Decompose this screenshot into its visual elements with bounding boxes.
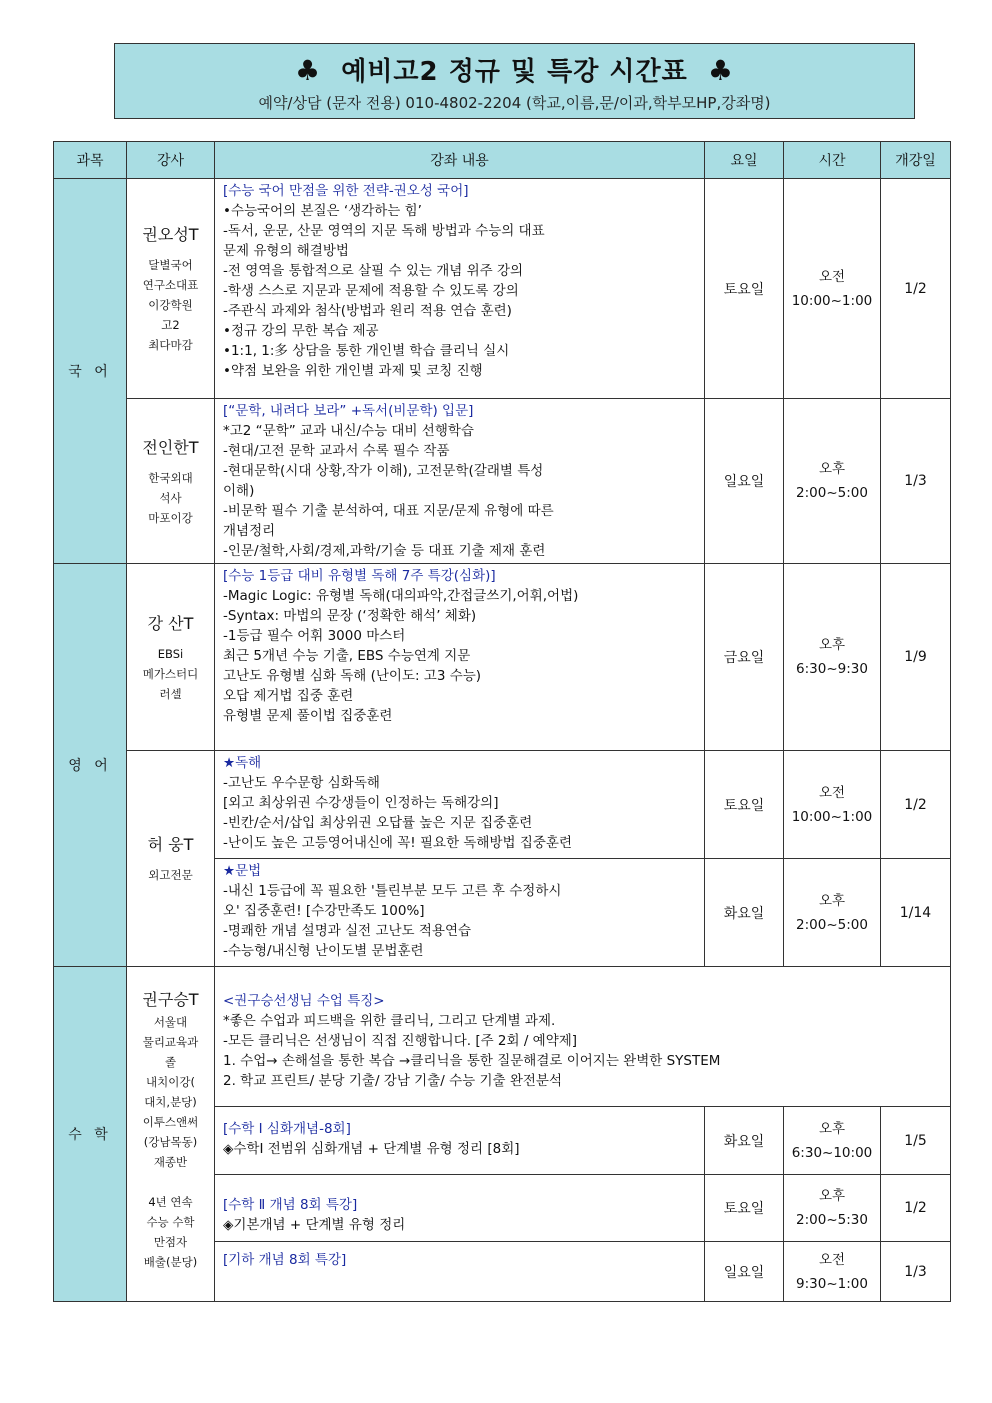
teacher-info-line: 4년 연속 (148, 1195, 193, 1209)
time-range: 10:00~1:00 (791, 292, 873, 309)
course-day: 토요일 (705, 179, 784, 399)
course-line: 2. 학교 프린트/ 분당 기출/ 강남 기출/ 수능 기출 완전분석 (223, 1073, 563, 1089)
time-range: 2:00~5:00 (796, 916, 868, 933)
teacher-cell (127, 751, 215, 967)
course-line: -독서, 운문, 산문 영역의 지문 독해 방법과 수능의 대표 (223, 223, 545, 239)
course-day: 금요일 (705, 564, 784, 751)
course-time (784, 1107, 881, 1175)
course-content (215, 751, 705, 859)
course-start: 1/9 (881, 564, 951, 751)
col-day: 요일 (705, 142, 784, 179)
table-row (54, 399, 951, 564)
course-line: 이해) (223, 483, 255, 499)
teacher-info-line (127, 1172, 214, 1192)
course-content (215, 1242, 705, 1302)
club-icon: ♣ (707, 54, 734, 87)
course-line: -고난도 우수문항 심화독해 (223, 775, 380, 791)
course-time (784, 564, 881, 751)
teacher-name: 권구승T (142, 990, 199, 1009)
course-line: -학생 스스로 지문과 문제에 적용할 수 있도록 강의 (223, 283, 519, 299)
teacher-info (127, 1012, 214, 1272)
teacher-info-line: 졸 (164, 1055, 177, 1069)
teacher-info-line: 만점자 (153, 1235, 188, 1249)
time-range: 10:00~1:00 (791, 808, 873, 825)
time-period: 오후 (818, 892, 846, 909)
time-period: 오후 (818, 1120, 846, 1137)
course-line: -내신 1등급에 꼭 필요한 '틀린부분 모두 고른 후 수정하시 (223, 883, 562, 899)
table-row (54, 179, 951, 399)
course-time (784, 751, 881, 859)
course-line: 오답 제거법 집중 훈련 (223, 688, 354, 704)
teacher-name: 강 산T (147, 613, 194, 633)
course-line: •정규 강의 무한 복습 제공 (223, 323, 379, 339)
course-time (784, 179, 881, 399)
teacher-info-line: 대치,분당) (144, 1095, 197, 1109)
course-start: 1/14 (881, 859, 951, 967)
time-range: 2:00~5:00 (796, 485, 868, 501)
course-line: •수능국어의 본질은 ‘생각하는 힘’ (223, 203, 422, 219)
course-line: •약점 보완을 위한 개인별 과제 및 코칭 진행 (223, 363, 483, 379)
course-line: -1등급 필수 어휘 3000 마스터 (223, 628, 406, 644)
course-title: [기하 개념 8회 특강] (223, 1252, 347, 1268)
course-title: [수능 국어 만점을 위한 전략-권오성 국어] (223, 183, 469, 199)
col-content: 강좌 내용 (215, 142, 705, 179)
course-line: 오' 집중훈련! [수강만족도 100%] (223, 903, 425, 919)
teacher-info-line: 최다마감 (148, 338, 193, 352)
teacher-info (127, 644, 214, 704)
course-day: 토요일 (705, 1175, 784, 1242)
time-range: 6:30~9:30 (796, 661, 868, 677)
course-content (215, 564, 705, 751)
time-period: 오후 (818, 1188, 846, 1204)
course-day: 토요일 (705, 751, 784, 859)
table-row (54, 564, 951, 751)
teacher-cell (127, 179, 215, 399)
course-start: 1/2 (881, 751, 951, 859)
teacher-info (127, 255, 214, 355)
teacher-name: 허 웅T (147, 835, 194, 854)
course-content (215, 1175, 705, 1242)
club-icon: ♣ (295, 54, 322, 87)
teacher-info-line: 서울대 (153, 1015, 188, 1029)
time-period: 오전 (818, 1251, 846, 1268)
course-line: -난이도 높은 고등영어내신에 꼭! 필요한 독해방법 집중훈련 (223, 835, 573, 851)
course-line: -Magic Logic: 유형별 독해(대의파악,간접글쓰기,어휘,어법) (223, 588, 579, 604)
course-line: 1. 수업→ 손해설을 통한 복습 →클리닉을 통한 질문해결로 이어지는 완벽한 SYSTEM (223, 1053, 721, 1069)
time-range: 6:30~10:00 (791, 1144, 873, 1161)
contact-info: 예약/상담 (문자 전용) 010-4802-2204 (학교,이름,문/이과,학부모HP,강좌명) (258, 94, 771, 112)
course-line: -현대문학(시대 상황,작가 이해), 고전문학(갈래별 특성 (223, 463, 544, 479)
course-day: 화요일 (705, 1107, 784, 1175)
course-time (784, 1175, 881, 1242)
course-line: [외고 최상위권 수강생들이 인정하는 독해강의] (223, 795, 499, 811)
course-start: 1/3 (881, 1242, 951, 1302)
course-line: -수능형/내신형 난이도별 문법훈련 (223, 943, 424, 959)
course-start: 1/2 (881, 179, 951, 399)
title-text: 예비고2 정규 및 특강 시간표 (341, 57, 688, 87)
time-period: 오후 (818, 461, 846, 477)
course-line: •1:1, 1:多 상담을 통한 개인별 학습 클리닉 실시 (223, 343, 510, 359)
page-title (115, 51, 914, 88)
course-time (784, 859, 881, 967)
course-content (215, 1107, 705, 1175)
teacher-cell (127, 967, 215, 1302)
teacher-info-line: 외고전문 (148, 868, 193, 882)
course-line: 개념정리 (223, 523, 276, 539)
teacher-info-line: 한국외대 (148, 470, 193, 485)
teacher-info-line: 이강학원 (148, 298, 193, 312)
course-title: <권구승선생님 수업 특징> (223, 993, 385, 1009)
col-time: 시간 (784, 142, 881, 179)
course-line: 유형별 문제 풀이법 집중훈련 (223, 708, 393, 724)
course-line: -모든 클리닉은 선생님이 직접 진행합니다. [주 2회 / 예약제] (223, 1033, 578, 1049)
teacher-info-line: 배출(분당) (143, 1255, 198, 1269)
course-line: -전 영역을 통합적으로 살필 수 있는 개념 위주 강의 (223, 263, 524, 279)
col-start: 개강일 (881, 142, 951, 179)
course-line: -현대/고전 문학 교과서 수록 필수 작품 (223, 443, 450, 459)
course-line: *고2 “문학” 교과 내신/수능 대비 선행학습 (223, 423, 474, 439)
course-line: -주관식 과제와 첨삭(방법과 원리 적용 연습 훈련) (223, 303, 512, 319)
course-line: 문제 유형의 해결방법 (223, 243, 349, 259)
time-period: 오전 (818, 268, 846, 285)
course-title: ★독해 (223, 755, 262, 771)
table-row (54, 967, 951, 1107)
teacher-name: 전인한T (142, 437, 199, 457)
course-time (784, 399, 881, 564)
subject-english: 영 어 (54, 564, 127, 967)
teacher-info-line: 내치이강( (146, 1075, 195, 1089)
table-row (54, 751, 951, 859)
teacher-info-line: 달별국어 (148, 258, 193, 272)
teacher-cell (127, 564, 215, 751)
teacher-info-line: 석사 (159, 490, 182, 505)
course-title: ★문법 (223, 863, 262, 879)
teacher-info-line: EBSi (157, 646, 184, 661)
course-start: 1/2 (881, 1175, 951, 1242)
time-period: 오전 (818, 784, 846, 801)
teacher-info-line: 고2 (161, 318, 180, 332)
schedule-table (53, 141, 951, 1302)
subject-math: 수 학 (54, 967, 127, 1302)
teacher-info-line: (강남목동) (143, 1135, 198, 1149)
course-line: -Syntax: 마법의 문장 (‘정확한 해석’ 체화) (223, 608, 477, 624)
course-start: 1/5 (881, 1107, 951, 1175)
title-box (114, 43, 915, 119)
course-line: -빈칸/순서/삽입 최상위권 오답률 높은 지문 집중훈련 (223, 815, 533, 831)
course-title: [수학 Ⅱ 개념 8회 특강] (223, 1197, 358, 1213)
col-teacher: 강사 (127, 142, 215, 179)
teacher-info-line: 연구소대표 (142, 278, 199, 292)
teacher-cell (127, 399, 215, 564)
course-day: 화요일 (705, 859, 784, 967)
teacher-info-line: 수능 수학 (146, 1215, 195, 1229)
teacher-info-line: 이투스앤써 (142, 1115, 199, 1129)
course-line: ◈수학Ⅰ 전범위 심화개념 + 단계별 유형 정리 [8회] (223, 1141, 520, 1157)
time-range: 9:30~1:00 (796, 1275, 868, 1292)
subject-korean: 국 어 (54, 179, 127, 564)
teacher-info-line: 재종반 (153, 1155, 188, 1169)
course-line: *좋은 수업과 피드백을 위한 클리닉, 그리고 단계별 과제. (223, 1013, 556, 1029)
course-content (215, 399, 705, 564)
time-period: 오후 (818, 637, 846, 653)
course-line: 고난도 유형별 심화 독해 (난이도: 고3 수능) (223, 668, 482, 684)
course-content (215, 859, 705, 967)
teacher-name: 권오성T (142, 225, 199, 244)
course-line: -명쾌한 개념 설명과 실전 고난도 적용연습 (223, 923, 472, 939)
course-start: 1/3 (881, 399, 951, 564)
course-line: ◈기본개념 + 단계별 유형 정리 (223, 1217, 406, 1233)
teacher-info-line: 물리교육과 (142, 1035, 199, 1049)
course-line: 최근 5개년 수능 기출, EBS 수능연계 지문 (223, 648, 471, 664)
teacher-info-line: 마포이강 (148, 510, 193, 525)
course-day: 일요일 (705, 399, 784, 564)
course-day: 일요일 (705, 1242, 784, 1302)
teacher-info (127, 468, 214, 528)
course-content (215, 179, 705, 399)
course-line: -비문학 필수 기출 분석하여, 대표 지문/문제 유형에 따른 (223, 503, 554, 519)
col-subject: 과목 (54, 142, 127, 179)
teacher-info-line: 러셀 (159, 686, 182, 701)
teacher-info (127, 865, 214, 885)
course-time (784, 1242, 881, 1302)
course-title: [수능 1등급 대비 유형별 독해 7주 특강(심화)] (223, 568, 496, 584)
time-range: 2:00~5:30 (796, 1212, 868, 1228)
course-title: [“문학, 내려다 보라” +독서(비문학) 입문] (223, 403, 474, 419)
course-line: -인문/철학,사회/경제,과학/기술 등 대표 기출 제재 훈련 (223, 543, 546, 559)
course-features (215, 967, 951, 1107)
course-title: [수학 Ⅰ 심화개념-8회] (223, 1121, 351, 1137)
header-row (54, 142, 951, 179)
teacher-info-line: 메가스터디 (142, 666, 199, 681)
